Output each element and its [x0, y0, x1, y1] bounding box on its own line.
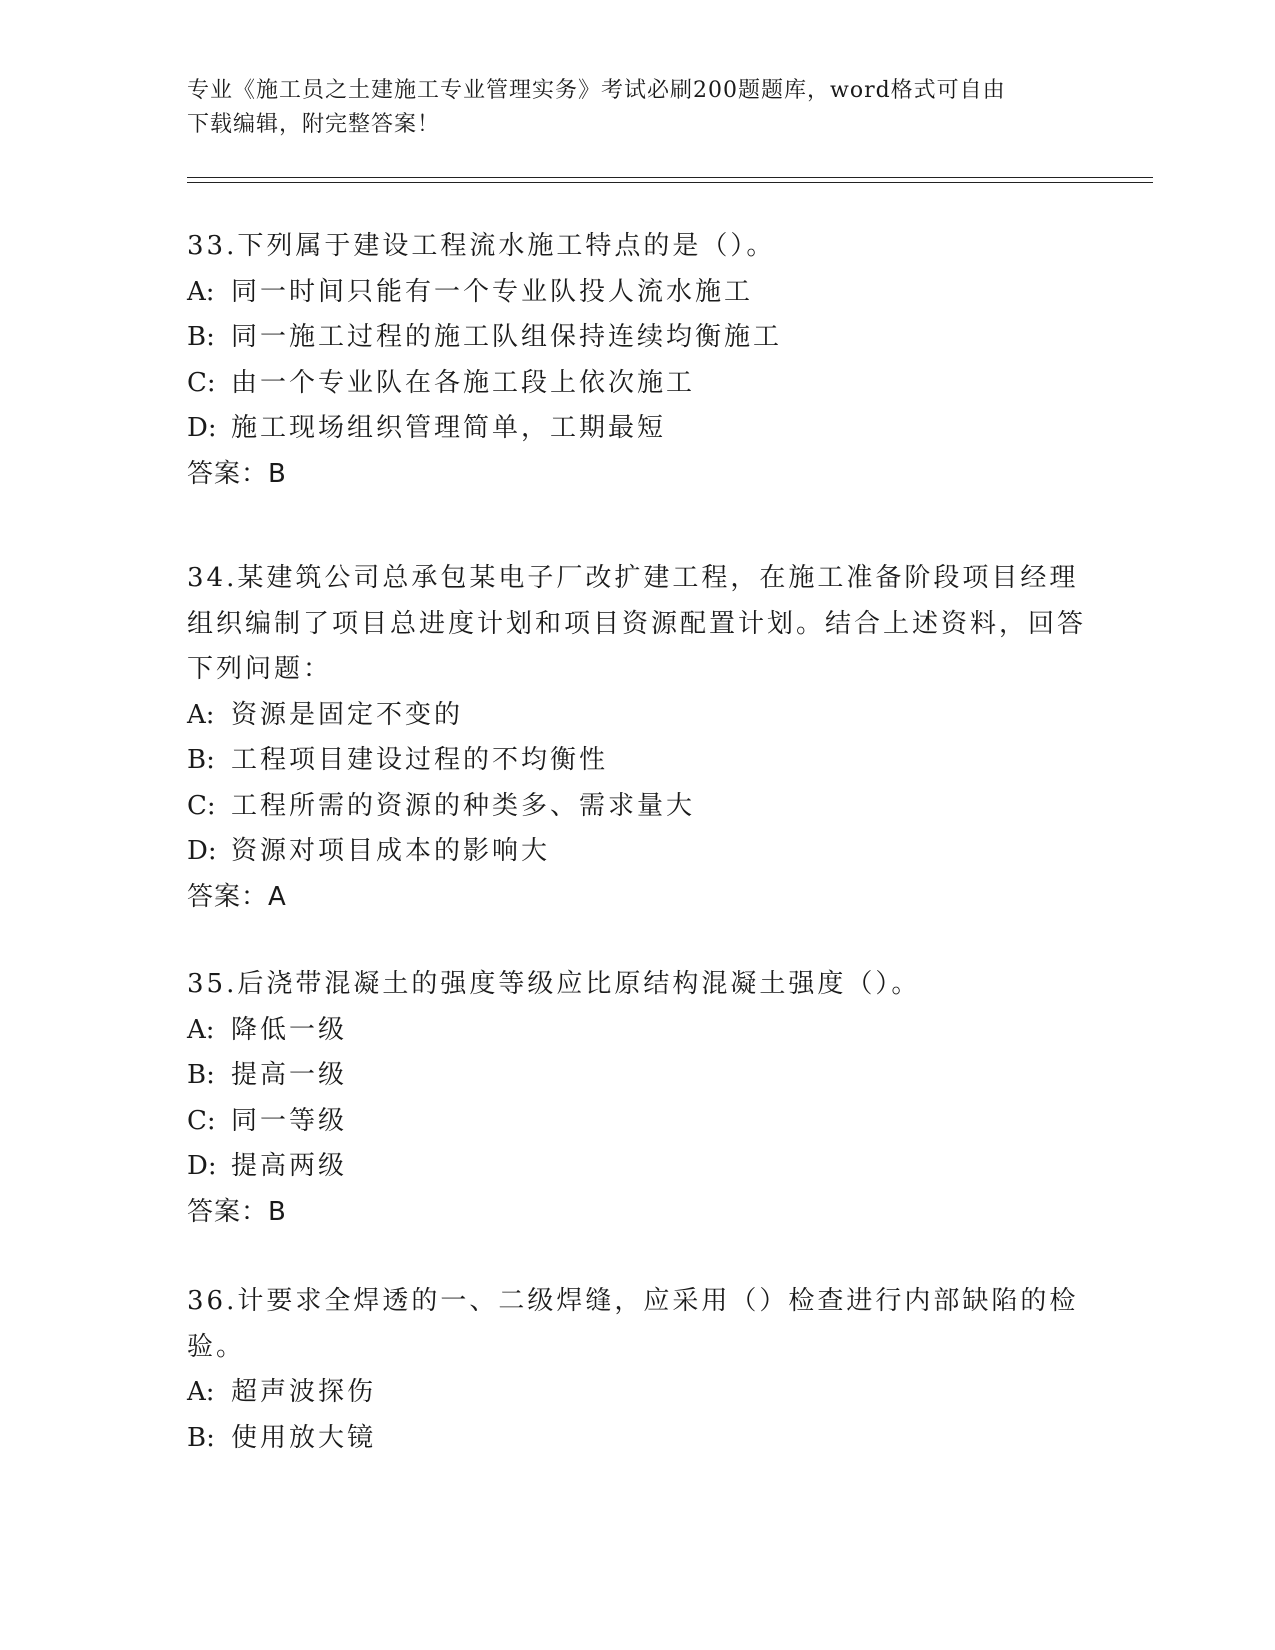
- option-b: [187, 1053, 1087, 1099]
- option-d: [187, 829, 1087, 875]
- option-text: 同一时间只能有一个专业队投人流水施工: [231, 276, 754, 307]
- option-text: 资源对项目成本的影响大: [231, 836, 551, 866]
- option-letter: A:: [187, 699, 215, 730]
- option-letter: A:: [187, 276, 215, 307]
- answer-label: 答案：A: [187, 881, 287, 912]
- question-33: [187, 224, 1087, 497]
- option-letter: B:: [187, 322, 215, 352]
- question-stem: 34.某建筑公司总承包某电子厂改扩建工程，在施工准备阶段项目经理组织编制了项目总进度计划和项目资源配置计划。结合上述资料，回答下列问题：: [187, 563, 1087, 684]
- document-header: [187, 74, 1067, 142]
- option-letter: D:: [187, 413, 217, 443]
- option-letter: A:: [187, 1014, 215, 1045]
- answer-label: 答案：B: [187, 1196, 287, 1227]
- option-text: 超声波探伤: [231, 1377, 377, 1407]
- option-d: [187, 1144, 1087, 1190]
- option-text: 提高一级: [231, 1060, 348, 1090]
- question-35: [187, 962, 1087, 1235]
- option-a: [187, 693, 1087, 739]
- option-a: [187, 1008, 1087, 1054]
- option-letter: B:: [187, 1060, 215, 1090]
- header-line-2: 下载编辑，附完整答案！: [187, 112, 441, 137]
- question-stem: 33.下列属于建设工程流水施工特点的是（）。: [187, 231, 776, 261]
- option-text: 同一等级: [231, 1105, 348, 1136]
- option-text: 施工现场组织管理简单，工期最短: [231, 413, 667, 443]
- option-c: [187, 361, 1087, 407]
- option-a: [187, 270, 1087, 316]
- option-a: [187, 1370, 1087, 1416]
- option-letter: C:: [187, 1105, 216, 1136]
- option-letter: D:: [187, 836, 217, 866]
- option-letter: B:: [187, 1422, 215, 1453]
- option-d: [187, 406, 1087, 452]
- question-36: [187, 1279, 1087, 1461]
- option-text: 工程所需的资源的种类多、需求量大: [231, 790, 696, 821]
- header-divider-bottom: [187, 182, 1153, 183]
- question-stem: 35.后浇带混凝土的强度等级应比原结构混凝土强度（）。: [187, 969, 921, 999]
- question-34: [187, 556, 1087, 920]
- option-letter: C:: [187, 790, 216, 821]
- option-b: [187, 738, 1087, 784]
- question-stem: 36.计要求全焊透的一、二级焊缝，应采用（）检查进行内部缺陷的检验。: [187, 1286, 1079, 1362]
- option-text: 提高两级: [231, 1151, 348, 1181]
- option-b: [187, 315, 1087, 361]
- header-line-1: 专业《施工员之土建施工专业管理实务》考试必刷200题题库，word格式可自由: [187, 78, 1006, 103]
- option-text: 降低一级: [231, 1014, 348, 1045]
- option-c: [187, 1099, 1087, 1145]
- option-text: 由一个专业队在各施工段上依次施工: [231, 367, 696, 398]
- option-text: 工程项目建设过程的不均衡性: [231, 745, 609, 775]
- option-c: [187, 784, 1087, 830]
- option-letter: B:: [187, 745, 215, 775]
- option-text: 使用放大镜: [231, 1422, 377, 1453]
- option-letter: A:: [187, 1377, 215, 1407]
- answer-label: 答案：B: [187, 458, 287, 489]
- option-letter: C:: [187, 367, 216, 398]
- option-b: [187, 1416, 1087, 1462]
- option-letter: D:: [187, 1151, 217, 1181]
- option-text: 同一施工过程的施工队组保持连续均衡施工: [231, 322, 783, 352]
- header-divider-top: [187, 177, 1153, 178]
- option-text: 资源是固定不变的: [231, 699, 464, 730]
